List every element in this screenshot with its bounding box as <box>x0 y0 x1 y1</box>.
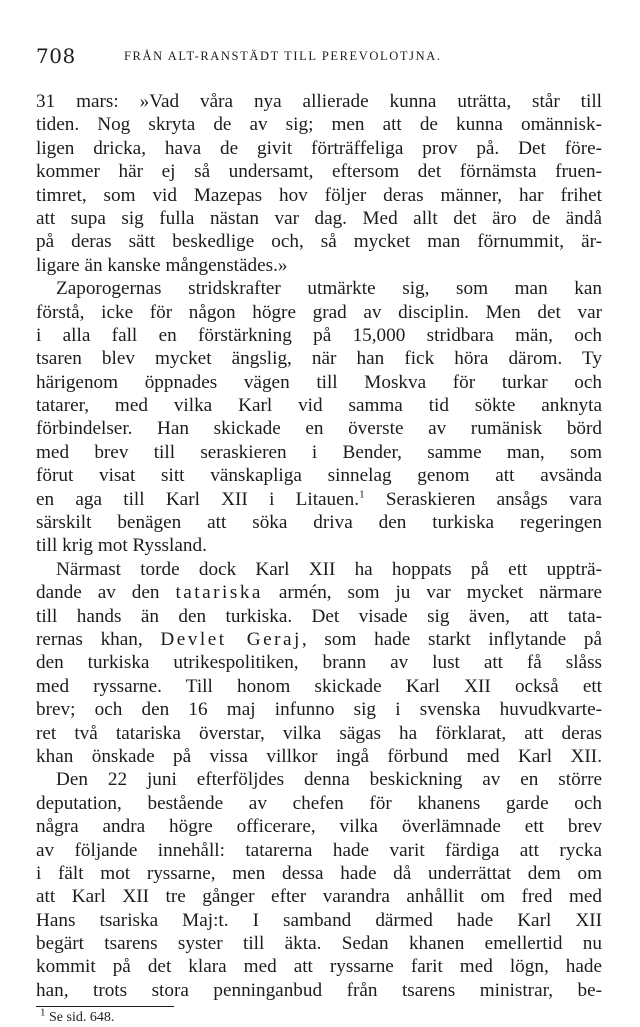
footnote-divider <box>36 1006 174 1007</box>
text-line: Zaporogernas stridskrafter utmärkte sig, som man kan <box>56 278 602 300</box>
running-head <box>36 44 602 74</box>
text-line: särskilt benägen att söka driva den turkiska regeringen <box>36 512 602 534</box>
text-line: tsaren blev mycket ängslig, när han fick höra därom. Ty <box>36 348 602 370</box>
text-line: att supa sig fulla nästan var dag. Med allt det äro de ändå <box>36 207 602 229</box>
text-fragment: en aga till Karl XII i Litauen. <box>36 488 360 510</box>
footnote-text: Se sid. 648. <box>45 1010 115 1026</box>
text-line: tatarer, med vilka Karl vid samma tid sökte anknyta <box>36 395 602 417</box>
text-line: med ryssarne. Till honom skickade Karl XII också ett <box>36 675 602 697</box>
text-line: Närmast torde dock Karl XII ha hoppats på ett uppträ- <box>56 558 602 580</box>
text-line-spaced <box>36 628 602 651</box>
text-line: deputation, bestående av chefen för khanens garde och <box>36 792 602 814</box>
text-line: till hands än den turkiska. Det visade sig även, att tata- <box>36 605 602 627</box>
text-line: av följande innehåll: tatarerna hade varit färdiga att rycka <box>36 839 602 861</box>
text-line: med brev till seraskieren i Bender, samme man, som <box>36 441 602 463</box>
text-line-spaced <box>36 581 602 604</box>
text-line: kommit på det klara med att ryssarne farit med lögn, hade <box>36 956 602 978</box>
text-line: Den 22 juni efterföljdes denna beskickning av en större <box>56 769 602 791</box>
emphasis-spaced: Devlet Geraj <box>160 628 302 650</box>
text-line: till krig mot Ryssland. <box>36 535 207 557</box>
text-line: ligen dricka, hava de givit förträffeliga prov på. Det före- <box>36 137 602 159</box>
running-head-title: FRÅN ALT-RANSTÄDT TILL PEREVOLOTJNA. <box>124 49 442 63</box>
text-line: att Karl XII tre gånger efter varandra anhållit om fred med <box>36 886 602 908</box>
text-fragment: armén, som ju var mycket närmare <box>262 582 602 604</box>
text-line: förut visat sitt vänskapliga sinnelag genom att avsända <box>36 465 602 487</box>
text-line: han, trots stora penninganbud från tsarens ministrar, be- <box>36 979 602 1001</box>
text-line: förstå, icke för någon högre grad av disciplin. Men det var <box>36 301 602 323</box>
footnote-ref: 1 <box>359 488 365 501</box>
text-line: khan önskade på vissa villkor ingå förbund med Karl XII. <box>36 745 602 767</box>
text-line-with-footnote <box>36 488 602 511</box>
emphasis-spaced: tatariska <box>175 582 263 604</box>
text-line: i fält mot ryssarne, men dessa hade då underrättat dem om <box>36 862 602 884</box>
text-line: ligare än kanske mångenstädes.» <box>36 254 288 276</box>
text-line: begärt tsarens syster till äkta. Sedan khanen emellertid nu <box>36 933 602 955</box>
text-line: kommer här ej så undersamt, eftersom det förnämsta fruen- <box>36 161 602 183</box>
text-fragment: dande av den <box>36 582 160 604</box>
footnote <box>36 1006 602 1027</box>
text-line: timret, som vid Mazepas hov följer deras männer, har frihet <box>36 184 602 206</box>
body-text <box>36 90 602 1002</box>
text-line: i alla fall en förstärkning på 15,000 stridbara män, och <box>36 324 602 346</box>
book-page <box>36 44 602 1027</box>
footnote-marker: 1 <box>40 1006 46 1019</box>
text-line: den turkiska utrikespolitiken, brann av lust att få slåss <box>36 652 602 674</box>
text-line: förbindelser. Han skickade en överste av rumänisk börd <box>36 418 602 440</box>
text-line: ret två tatariska överstar, vilka sägas ha förklarat, att deras <box>36 722 602 744</box>
page-number: 708 <box>36 44 76 68</box>
text-line: tiden. Nog skryta de av sig; men att de kunna omännisk- <box>36 114 602 136</box>
text-line: Hans tsariska Maj:t. I samband därmed hade Karl XII <box>36 909 602 931</box>
text-fragment: Seraskieren ansågs vara <box>364 488 602 510</box>
text-fragment: rernas khan, <box>36 628 143 650</box>
text-line: några andra högre officerare, vilka överlämnade ett brev <box>36 816 602 838</box>
text-line: härigenom öppnades vägen till Moskva för turkar och <box>36 371 602 393</box>
text-line: på deras sätt beskedlige och, så mycket man förnummit, är- <box>36 231 602 253</box>
text-line: brev; och den 16 maj infunno sig i svenska huvudkvarte- <box>36 699 602 721</box>
text-fragment: , som hade starkt inflytande på <box>301 628 602 650</box>
text-line: 31 mars: »Vad våra nya allierade kunna uträtta, står till <box>36 91 602 112</box>
